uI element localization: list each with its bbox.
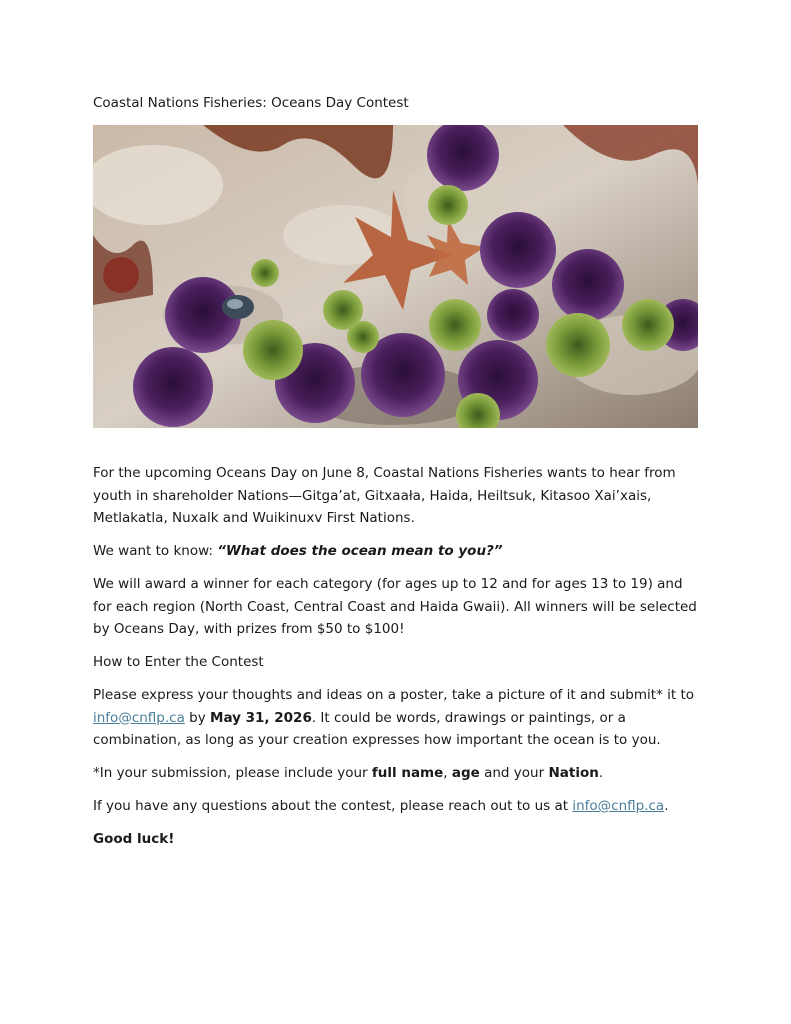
questions-paragraph <box>93 795 705 818</box>
tidepool-sea-urchins-starfish-photo-icon <box>93 125 698 428</box>
questions-text: If you have any questions about the contest, please reach out to us at <box>93 798 573 814</box>
awards-text: We will award a winner for each category (for ages up to 12 and for ages 13 to 19) and for each region (North Coast, Central Coast and Haida Gwaii). All winners will be selected by Oceans Day, with prizes from $50 to $100! <box>93 576 697 637</box>
contact-email-link[interactable]: info@cnflp.ca <box>572 798 665 814</box>
full-name-label: full name <box>371 765 444 781</box>
email-link[interactable]: info@cnflp.ca <box>93 709 185 726</box>
how-to-text-3: . It could be words, drawings or paintings, or a combination, as long as your creation expresses how important the ocean is to you. <box>93 709 661 748</box>
question-lead: We want to know: <box>93 543 218 559</box>
closing-paragraph <box>93 828 705 851</box>
awards-paragraph <box>93 573 705 641</box>
question-paragraph <box>93 540 705 563</box>
document-title: Coastal Nations Fisheries: Oceans Day Contest <box>93 95 409 111</box>
deadline: May 31, 2026 <box>210 709 312 726</box>
question-quote: “What does the ocean mean to you?” <box>217 543 503 559</box>
submission-comma: , <box>443 765 452 781</box>
contest-body <box>93 462 705 861</box>
submission-and: and your <box>479 765 549 781</box>
submission-paragraph <box>93 762 705 785</box>
tidepool-photo <box>93 125 698 428</box>
nation-label: Nation <box>548 765 599 781</box>
how-to-heading-text: How to Enter the Contest <box>93 654 264 670</box>
questions-period: . <box>664 798 669 814</box>
intro-paragraph <box>93 462 705 530</box>
age-label: age <box>451 765 480 781</box>
submission-text-1: *In your submission, please include your <box>93 765 372 781</box>
intro-text: For the upcoming Oceans Day on June 8, Coastal Nations Fisheries wants to hear from youth in shareholder Nations—Gitga’at, Gitxaała, Haida, Heiltsuk, Kitasoo Xai’xais, Metlakatla, Nuxalk and Wuikinuxv First Nations. <box>93 465 676 526</box>
submission-period: . <box>598 765 604 781</box>
how-to-paragraph <box>93 684 705 752</box>
how-to-text-2: by <box>184 709 211 726</box>
how-to-heading <box>93 651 705 674</box>
closing-text: Good luck! <box>93 831 175 847</box>
how-to-text-1: Please express your thoughts and ideas on a poster, take a picture of it and submit* it to <box>93 687 694 703</box>
